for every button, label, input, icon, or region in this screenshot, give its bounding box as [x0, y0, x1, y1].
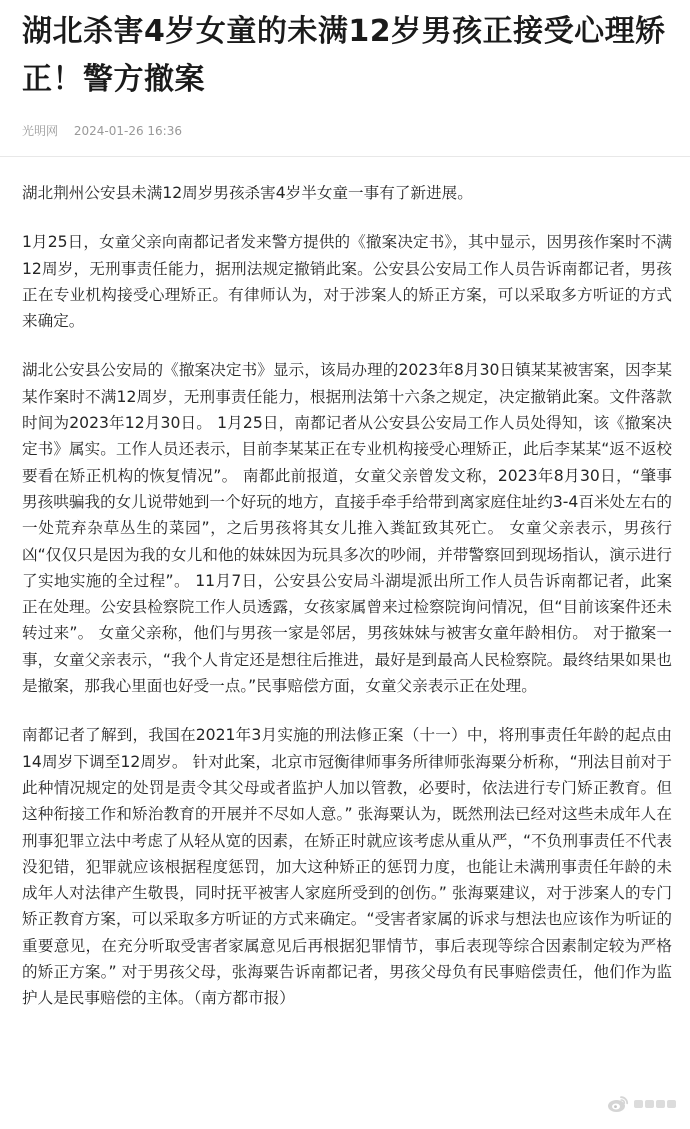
watermark-bars [634, 1098, 678, 1110]
article-title: 湖北杀害4岁女童的未满12岁男孩正接受心理矫正！警方撤案 [22, 14, 666, 97]
article-body [22, 180, 672, 1035]
weibo-watermark [607, 1095, 678, 1113]
article-paragraph: 1月25日，女童父亲向南都记者发来警方提供的《撤案决定书》，其中显示，因男孩作案时不满12周岁，无刑事责任能力，据刑法规定撤销此案。公安县公安局工作人员告诉南都记者，男孩正在专业机构接受心理矫正。有律师认为，对于涉案人的矫正方案，可以采取多方听证的方式来确定。 [22, 233, 672, 331]
article-datetime: 2024-01-26 16:36 [73, 124, 182, 138]
weibo-logo-icon [607, 1095, 629, 1113]
article-source[interactable]: 光明网 [22, 124, 59, 138]
article-paragraph: 南都记者了解到，我国在2021年3月实施的刑法修正案（十一）中，将刑事责任年龄的起点由14周岁下调至12周岁。 针对此案，北京市冠衡律师事务所律师张海粟分析称，“刑法目前对于此种情况规定的处罚是责令其父母或者监护人加以管教，必要时，依法进行专门矫正教育。但这种衔接工作和矫治教育的开展并不尽如人意。” 张海粟认为，既然刑法已经对这些未成年人在刑事犯罪立法中考虑了从轻从宽的因素，在矫正时就应该考虑从重从严，“不负刑事责任不代表没犯错，犯罪就应该根据程度惩罚，加大这种矫正的惩罚力度，也能让未满刑事责任年龄的未成年人对法律产生敬畏，同时抚平被害人家庭所受到的创伤。” 张海粟建议，对于涉案人的专门矫正教育方案，可以采取多方听证的方式来确定。“受害者家属的诉求与想法也应该作为听证的重要意见，在充分听取受害者家属意见后再根据犯罪情节，事后表现等综合因素制定较为严格的矫正方案。” 对于男孩父母，张海粟告诉南都记者，男孩父母负有民事赔偿责任，他们作为监护人是民事赔偿的主体。（南方都市报） [22, 726, 672, 1008]
article-meta [22, 122, 194, 139]
article-paragraph: 湖北荆州公安县未满12周岁男孩杀害4岁半女童一事有了新进展。 [22, 184, 473, 202]
article-paragraph: 湖北公安县公安局的《撤案决定书》显示，该局办理的2023年8月30日镇某某被害案，因李某某作案时不满12周岁，无刑事责任能力，根据刑法第十六条之规定，决定撤销此案。文件落款时间为2023年12月30日。 1月25日，南都记者从公安县公安局工作人员处得知，该《撤案决定书》属实。工作人员还表示，目前李某某正在专业机构接受心理矫正，此后李某某“返不返校要看在矫正机构的恢复情况”。 南都此前报道，女童父亲曾发文称，2023年8月30日，“肇事男孩哄骗我的女儿说带她到一个好玩的地方，直接手牵手给带到离家庭住址约3-4百米处左右的一处荒弃杂草丛生的菜园”，之后男孩将其女儿推入粪缸致其死亡。 女童父亲表示，男孩行凶“仅仅只是因为我的女儿和他的妹妹因为玩具多次的吵闹，并带警察回到现场指认，演示进行了实地实施的全过程”。 11月7日，公安县公安局斗湖堤派出所工作人员告诉南都记者，此案正在处理。公安县检察院工作人员透露，女孩家属曾来过检察院询问情况，但“目前该案件还未转过来”。 女童父亲称，他们与男孩一家是邻居，男孩妹妹与被害女童年龄相仿。 对于撤案一事，女童父亲表示，“我个人肯定还是想往后推进，最好是到最高人民检察院。最终结果如果也是撤案，那我心里面也好受一点。”民事赔偿方面，女童父亲表示正在处理。 [22, 361, 672, 696]
header-divider [0, 156, 690, 157]
